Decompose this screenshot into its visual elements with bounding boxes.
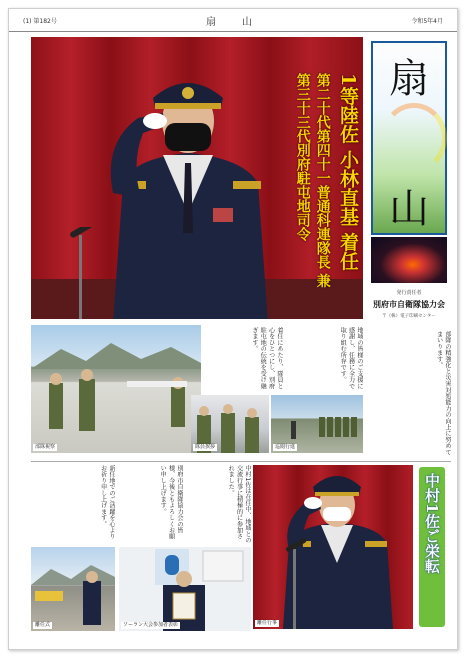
- page-header: [9, 9, 457, 32]
- article-column-1: 着任にあたり、隊員と心をひとつにし、別府駐屯地の伝統を受け継ぎます。: [250, 327, 283, 389]
- night-fire-photo: [371, 237, 447, 283]
- issue-number: 第182号: [33, 18, 57, 25]
- lead-subheadline-1: 第二十代第四十一普通科連隊長 兼: [314, 73, 331, 288]
- masthead-title-bottom: 山: [389, 186, 429, 232]
- caption-salute: 離任行事: [257, 620, 278, 626]
- paper-name: 扇 山: [206, 17, 260, 28]
- lead-photo: [31, 37, 363, 319]
- publisher-address: 〒（株）電子印刷センター: [382, 314, 436, 319]
- side-badge: [419, 467, 445, 627]
- article-column-4: 別府市自衛隊協力会の皆様、今後ともよろしくお願い申し上げます。: [159, 465, 183, 540]
- masthead: [367, 37, 451, 327]
- caption-review: 部隊視察: [35, 444, 56, 450]
- lead-subheadline-2: 第三十三代別府駐屯地司令: [294, 73, 311, 241]
- side-badge-text: 中村1佐ご栄転: [423, 473, 441, 574]
- caption-award: ソーラン大会参加者表彰: [123, 622, 179, 628]
- salute-photo: [253, 465, 413, 629]
- lead-headline: 1等陸佐 小林直基 着任: [336, 73, 359, 271]
- greeting-photo: [191, 395, 269, 453]
- masthead-frame: [371, 41, 447, 235]
- departure-photo: [31, 547, 115, 631]
- article-column-5: 中村1佐は在任中、地域との交流行事に積極的に参加されました。: [227, 465, 251, 544]
- award-photo: [119, 547, 251, 631]
- caption-departure: 離任式: [35, 622, 51, 628]
- issue-date: 令和5年4月: [411, 18, 443, 25]
- page-number: (1) 第182号: [23, 18, 57, 25]
- march-photo: [271, 395, 363, 453]
- publisher-label: 発行責任者: [396, 290, 422, 296]
- masthead-title-top: 扇: [389, 56, 429, 102]
- saluting-officer-figure-2: [253, 465, 413, 629]
- review-photo: [31, 325, 201, 453]
- caption-march: 巡閲行進: [275, 444, 296, 450]
- publisher-name: 別府市自衛隊協力会: [373, 300, 445, 309]
- caption-greeting: 隊員挨拶: [195, 444, 216, 450]
- saluting-officer-figure: [93, 63, 283, 319]
- microphone-stand-icon: [61, 227, 101, 319]
- article-column-2: 地域の皆様のご支援に感謝し、任務に全力で取り組む所存です。: [339, 327, 363, 389]
- article-column-3: 部隊の精強化と災害対処能力の向上に努めてまいります。: [435, 331, 451, 455]
- newspaper-page: [8, 8, 458, 650]
- article-column-6: 新任地でのご活躍を心よりお祈り申し上げます。: [99, 465, 115, 540]
